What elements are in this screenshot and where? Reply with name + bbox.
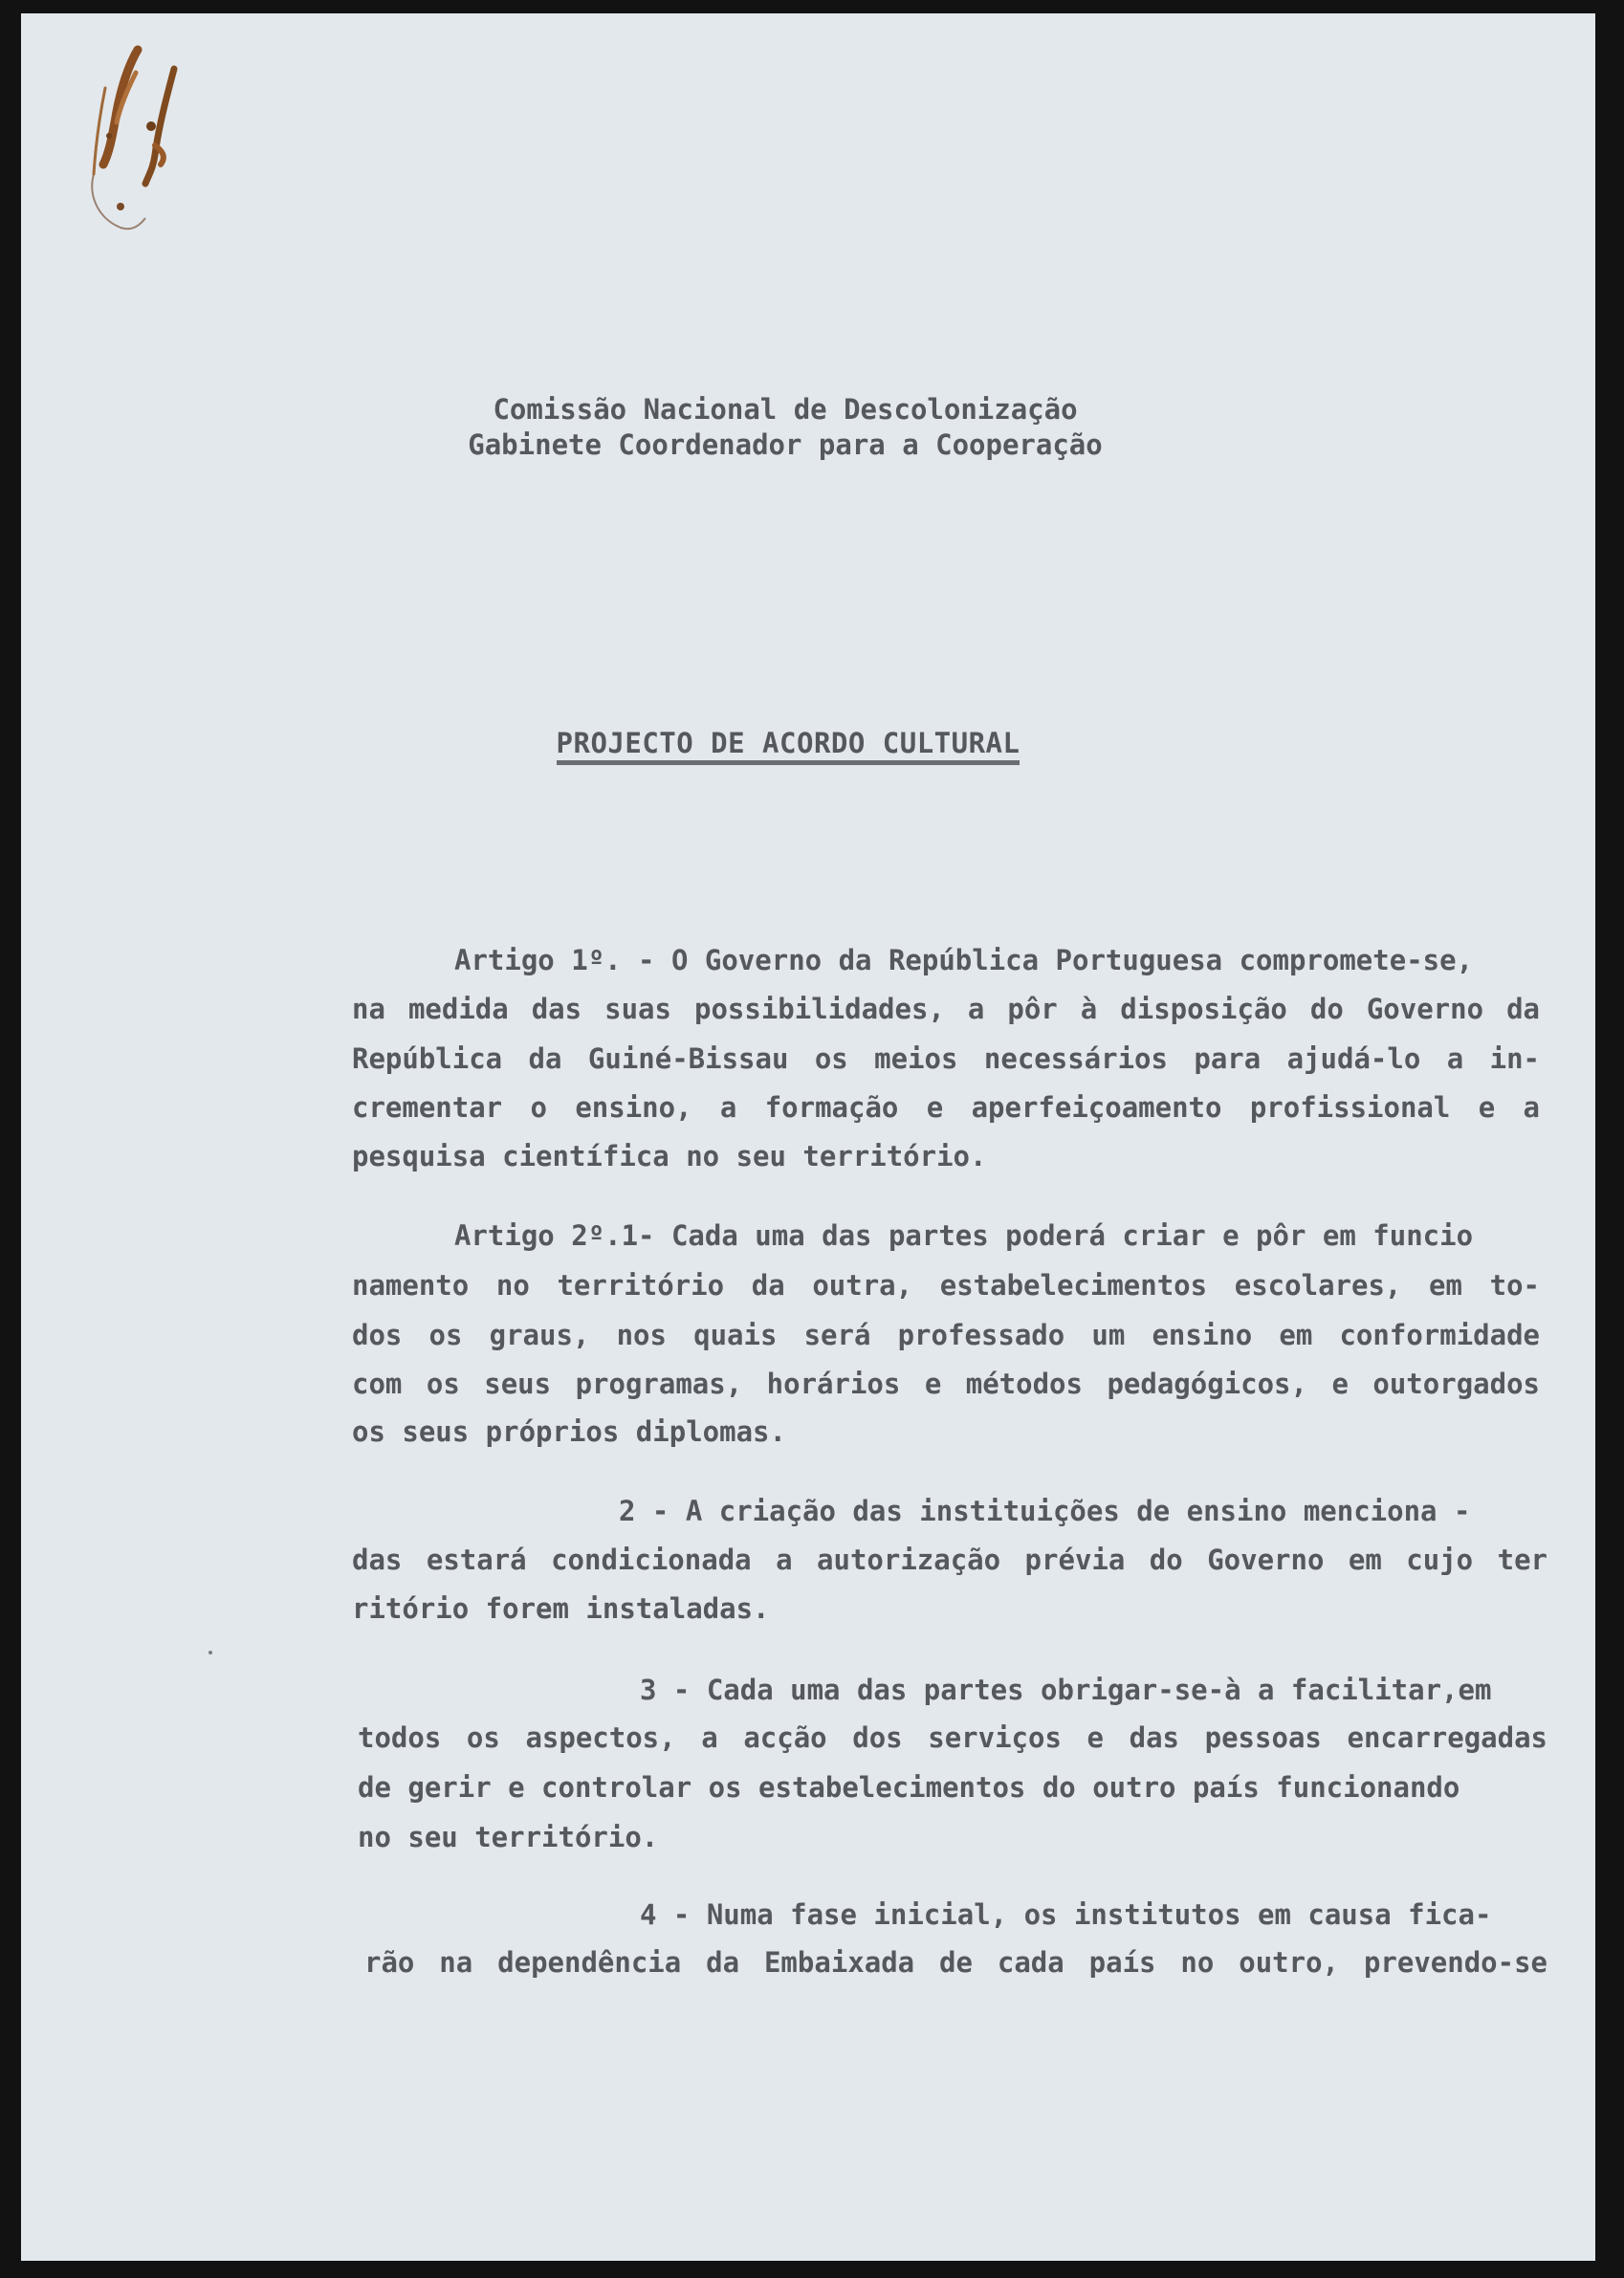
body-line: República da Guiné-Bissau os meios necessários para ajudá-lo a in- [352, 1042, 1540, 1075]
body-line: com os seus programas, horários e métodos pedagógicos, e outorgados [352, 1368, 1540, 1400]
body-line: os seus próprios diplomas. [352, 1415, 786, 1448]
document-title [21, 727, 1595, 765]
body-line: rão na dependência da Embaixada de cada país no outro, prevendo-se [364, 1946, 1547, 1979]
body-line: Artigo 2º.1- Cada uma das partes poderá criar e pôr em funcio [454, 1219, 1474, 1252]
rust-stain [59, 31, 212, 251]
body-line: Artigo 1º. - O Governo da República Portuguesa compromete-se, [454, 944, 1474, 976]
body-line: ritório forem instaladas. [352, 1592, 770, 1625]
letterhead-line-1: Comissão Nacional de Descolonização [493, 393, 1078, 426]
body-line: todos os aspectos, a acção dos serviços e das pessoas encarregadas [358, 1721, 1547, 1754]
body-line: crementar o ensino, a formação e aperfeiçoamento profissional e a [352, 1091, 1540, 1124]
body-line: 2 - A criação das instituições de ensino menciona - [619, 1495, 1471, 1527]
body-line: dos os graus, nos quais será professado um ensino em conformidade [352, 1319, 1540, 1351]
letterhead [21, 392, 1595, 463]
body-line: de gerir e controlar os estabelecimentos do outro país funcionando [358, 1771, 1460, 1804]
document-page [21, 13, 1595, 2261]
letterhead-line-2: Gabinete Coordenador para a Cooperação [468, 428, 1103, 461]
body-line: na medida das suas possibilidades, a pôr à disposição do Governo da [352, 993, 1540, 1025]
body-line: das estará condicionada a autorização prévia do Governo em cujo ter [352, 1544, 1547, 1576]
body-line: namento no território da outra, estabelecimentos escolares, em to- [352, 1269, 1540, 1302]
body-line: pesquisa científica no seu território. [352, 1140, 987, 1172]
body-line: 3 - Cada uma das partes obrigar-se-à a facilitar,em [640, 1674, 1492, 1706]
body-line: no seu território. [358, 1821, 659, 1853]
body-line: 4 - Numa fase inicial, os institutos em causa fica- [640, 1898, 1492, 1931]
document-title-text: PROJECTO DE ACORDO CULTURAL [557, 727, 1020, 765]
speck [208, 1651, 212, 1654]
